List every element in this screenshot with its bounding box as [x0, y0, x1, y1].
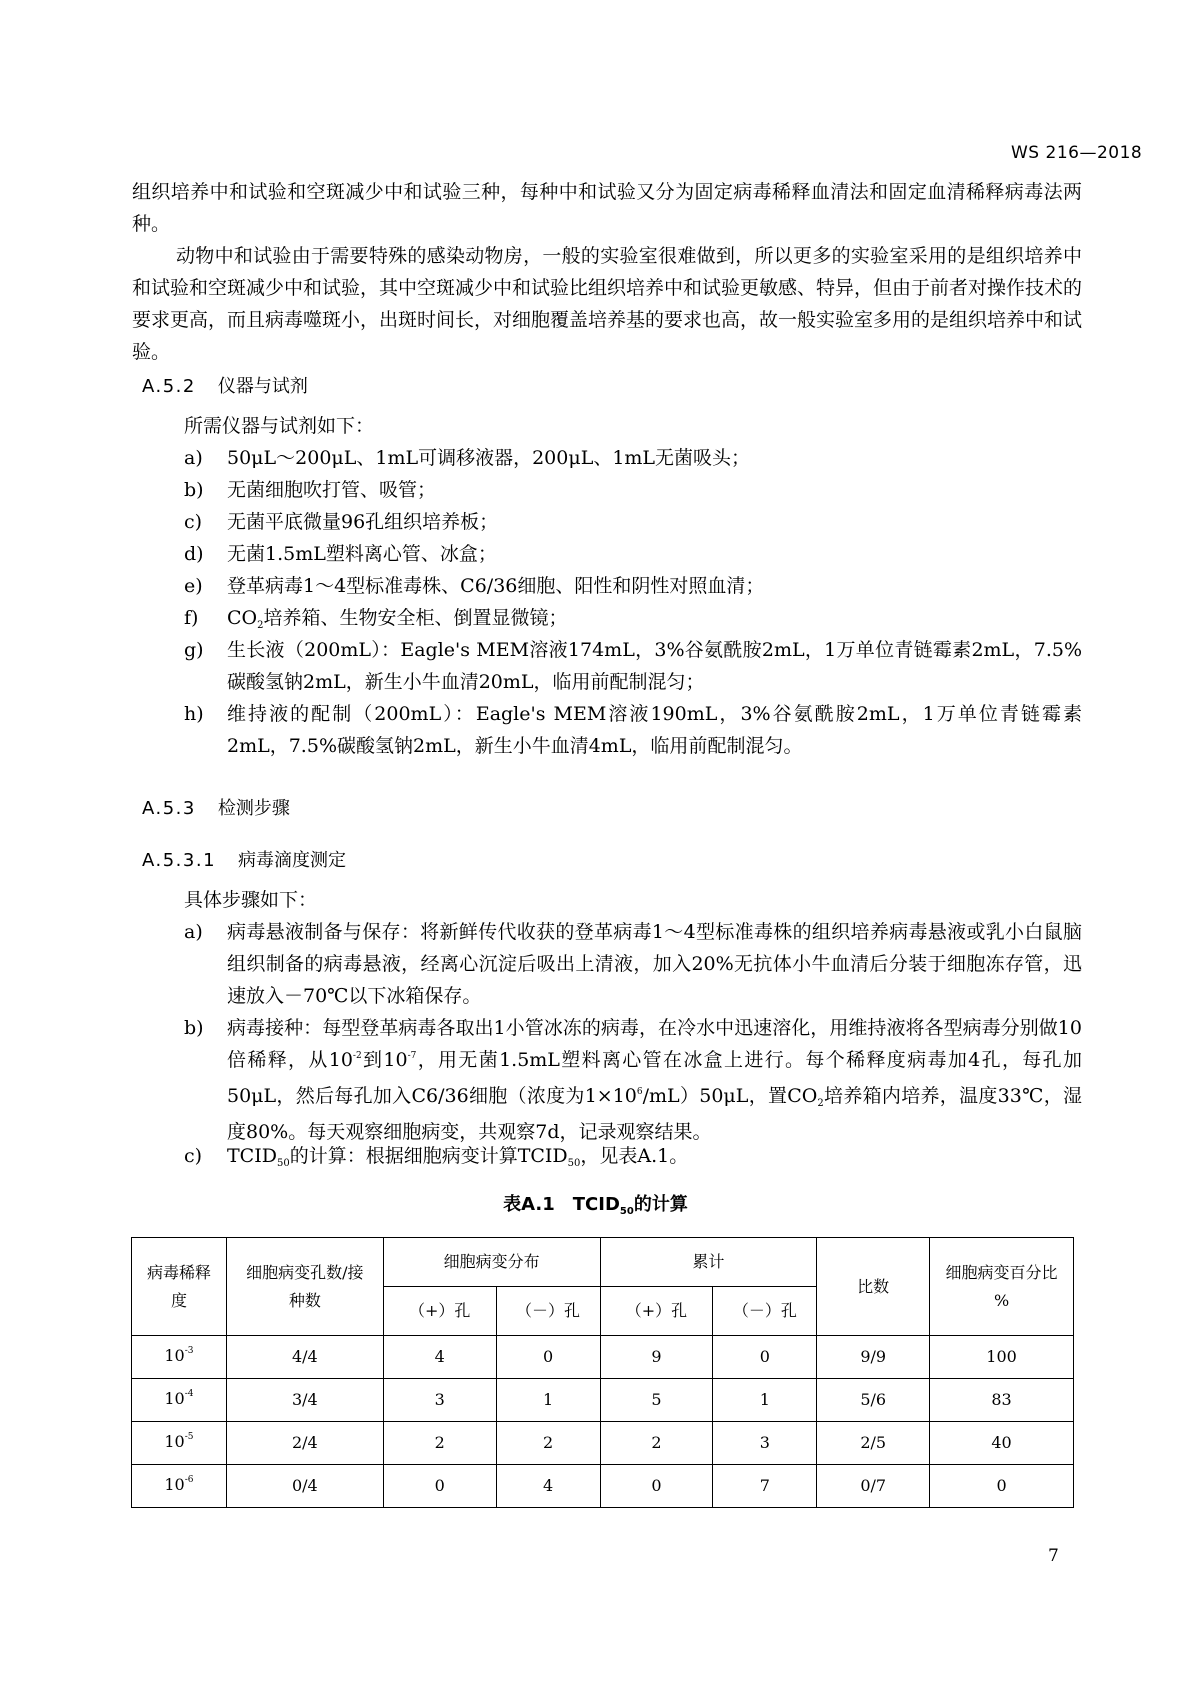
cell-neg: 2: [496, 1422, 600, 1465]
header-ratio: 比数: [817, 1238, 930, 1336]
table-row: [132, 1422, 1074, 1465]
section-heading-a531: [142, 846, 346, 872]
header-percent-unit: %: [993, 1290, 1010, 1310]
header-cum-neg: （－）孔: [713, 1287, 817, 1336]
list-marker: d): [184, 543, 204, 565]
cell-pos: 4: [383, 1336, 496, 1379]
intro-paragraph-1: 组织培养中和试验和空斑减少中和试验三种，每种中和试验又分为固定病毒稀释血清法和固定血清稀释病毒法两种。: [132, 181, 1082, 235]
list-item: [184, 916, 1082, 1012]
cell-cum-neg: 7: [713, 1465, 817, 1508]
cell-neg: 0: [496, 1336, 600, 1379]
list-marker: f): [184, 607, 199, 629]
section-title: 仪器与试剂: [217, 376, 308, 397]
page-number: 7: [1048, 1546, 1059, 1566]
cell-cum-neg: 1: [713, 1379, 817, 1422]
cell-dilution: $10^{-6}$: [132, 1465, 227, 1508]
cell-neg: 1: [496, 1379, 600, 1422]
list-item: [184, 570, 1082, 602]
cell-dilution: $10^{-5}$: [132, 1422, 227, 1465]
list-item: [184, 1012, 1082, 1148]
header-percent: 细胞病变百分比 %: [930, 1238, 1074, 1336]
section-lead-a531: 具体步骤如下：: [184, 889, 318, 911]
list-item: [184, 698, 1082, 762]
header-cum-pos: （+）孔: [600, 1287, 713, 1336]
cell-ratio: 2/5: [817, 1422, 930, 1465]
section-heading-a52: [142, 372, 308, 398]
list-marker: h): [184, 703, 204, 725]
cell-cpe: 4/4: [226, 1336, 383, 1379]
list-text: 50μL～200μL、1mL可调移液器，200μL、1mL无菌吸头；: [227, 447, 751, 469]
cell-cum-neg: 0: [713, 1336, 817, 1379]
cell-cpe: 3/4: [226, 1379, 383, 1422]
list-marker: b): [184, 1017, 204, 1039]
section-title: 病毒滴度测定: [238, 850, 347, 871]
list-text: 无菌1.5mL塑料离心管、冰盒；: [227, 543, 497, 565]
standard-number: WS 216—2018: [1011, 143, 1143, 163]
cell-pos: 3: [383, 1379, 496, 1422]
table-caption: 表A.1 $TCID_{50}$的计算: [503, 1194, 688, 1217]
list-marker: c): [184, 511, 203, 533]
cell-pos: 2: [383, 1422, 496, 1465]
list-text: $TCID_{50}$的计算：根据细胞病变计算$TCID_{50}$，见表A.1。: [227, 1145, 689, 1169]
list-marker: g): [184, 639, 204, 661]
section-lead-a52: 所需仪器与试剂如下：: [184, 415, 375, 437]
cell-cum-pos: 5: [600, 1379, 713, 1422]
list-item: [184, 634, 1082, 698]
header-cpe-wells: 细胞病变孔数/接种数: [226, 1238, 383, 1336]
header-pos: （+）孔: [383, 1287, 496, 1336]
table-header-row: [132, 1238, 1074, 1287]
list-marker: b): [184, 479, 204, 501]
section-number: A.5.3: [142, 798, 196, 819]
table-row: [132, 1336, 1074, 1379]
cell-dilution: $10^{-3}$: [132, 1336, 227, 1379]
list-text: 无菌平底微量96孔组织培养板；: [227, 511, 499, 533]
cell-cpe: 0/4: [226, 1465, 383, 1508]
section-number: A.5.3.1: [142, 850, 217, 871]
list-marker: a): [184, 447, 203, 469]
list-text: 生长液（200mL）：Eagle's MEM溶液174mL，3%谷氨酰胺2mL，1万单位青链霉素2mL，7.5%碳酸氢钠2mL，新生小牛血清20mL，临用前配制混匀；: [227, 639, 1082, 693]
header-neg: （－）孔: [496, 1287, 600, 1336]
list-text: 维持液的配制（200mL）：Eagle's MEM溶液190mL，3%谷氨酰胺2mL，1万单位青链霉素2mL，7.5%碳酸氢钠2mL，新生小牛血清4mL，临用前配制混匀。: [227, 703, 1082, 757]
list-item: [184, 602, 1082, 638]
cell-percent: 100: [930, 1336, 1074, 1379]
list-item: [184, 538, 1082, 570]
list-marker: e): [184, 575, 203, 597]
cell-neg: 4: [496, 1465, 600, 1508]
section-title: 检测步骤: [217, 798, 290, 819]
header-distribution: 细胞病变分布: [383, 1238, 600, 1287]
section-number: A.5.2: [142, 376, 196, 397]
cell-ratio: 9/9: [817, 1336, 930, 1379]
cell-ratio: 0/7: [817, 1465, 930, 1508]
header-dilution: 病毒稀释度: [132, 1238, 227, 1336]
cell-cum-pos: 9: [600, 1336, 713, 1379]
table-row: [132, 1379, 1074, 1422]
list-text: 病毒接种：每型登革病毒各取出1小管冰冻的病毒，在冷水中迅速溶化，用维持液将各型病毒分别做10倍稀释，从$10^{-2}$到$10^{-7}$，用无菌1.5mL塑料离心管在冰盒上进行。每个稀释度病毒加4孔，每孔加50μL，然后每孔加入C6/36细胞（浓度为$1\times 10^6/mL)50\mu L$，置$CO_2$培养箱内培养，温度33℃，湿度80%。每天观察细胞病变，共观察7d，记录观察结果。: [227, 1017, 1082, 1143]
list-item: [184, 474, 1082, 506]
cell-dilution: $10^{-4}$: [132, 1379, 227, 1422]
cell-cpe: 2/4: [226, 1422, 383, 1465]
cell-cum-pos: 0: [600, 1465, 713, 1508]
cell-percent: 83: [930, 1379, 1074, 1422]
list-item: [184, 506, 1082, 538]
list-marker: a): [184, 921, 203, 943]
cell-cum-pos: 2: [600, 1422, 713, 1465]
list-item: [184, 442, 1082, 474]
list-marker: c): [184, 1145, 203, 1167]
list-text: $CO_2$培养箱、生物安全柜、倒置显微镜；: [227, 607, 568, 631]
tcid-table: [131, 1237, 1074, 1508]
list-text: 病毒悬液制备与保存：将新鲜传代收获的登革病毒1～4型标准毒株的组织培养病毒悬液或乳小白鼠脑组织制备的病毒悬液，经离心沉淀后吸出上清液，加入20%无抗体小牛血清后分装于细胞冻存管，迅速放入－70℃以下冰箱保存。: [227, 921, 1082, 1007]
intro-paragraph-2: 动物中和试验由于需要特殊的感染动物房，一般的实验室很难做到，所以更多的实验室采用的是组织培养中和试验和空斑减少中和试验，其中空斑减少中和试验比组织培养中和试验更敏感、特异，但由于前者对操作技术的要求更高，而且病毒噬斑小，出斑时间长，对细胞覆盖培养基的要求也高，故一般实验室多用的是组织培养中和试验。: [132, 245, 1083, 363]
header-cumulative: 累计: [600, 1238, 817, 1287]
cell-pos: 0: [383, 1465, 496, 1508]
cell-percent: 40: [930, 1422, 1074, 1465]
section-heading-a53: [142, 794, 290, 820]
list-text: 登革病毒1～4型标准毒株、C6/36细胞、阳性和阴性对照血清；: [227, 575, 765, 597]
table-row: [132, 1465, 1074, 1508]
list-item: [184, 1140, 1082, 1176]
cell-cum-neg: 3: [713, 1422, 817, 1465]
cell-ratio: 5/6: [817, 1379, 930, 1422]
cell-percent: 0: [930, 1465, 1074, 1508]
list-text: 无菌细胞吹打管、吸管；: [227, 479, 437, 501]
